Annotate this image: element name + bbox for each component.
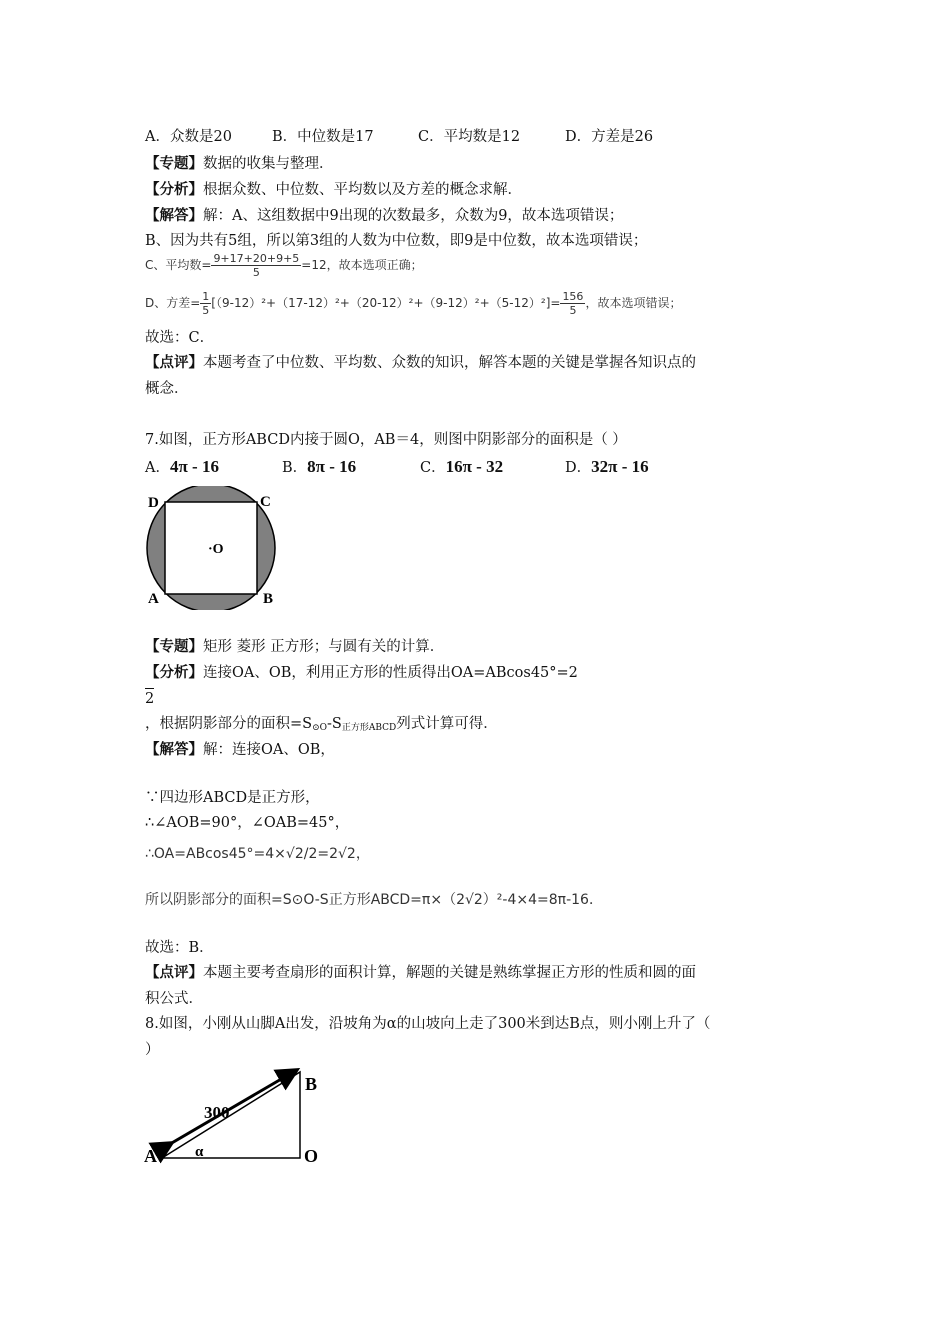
q8-question-cont: ） [145, 1042, 160, 1058]
q6-dianping-cont: 概念． [145, 381, 189, 397]
label-c: C [260, 494, 271, 510]
q8-question: 8.如图，小刚从山脚A出发，沿坡角为α的山坡向上走了300米到达B点，则小刚上升了（ [145, 1016, 711, 1032]
label-b: B [263, 591, 274, 607]
q6-option-d: D．方差是26 [565, 129, 654, 145]
q7-line4: 所以阴影部分的面积=S⊙O-S正方形ABCD=π×（2√2）²-4×4=8π-16． [145, 892, 603, 908]
q7-option-d: D．32π - 16 [565, 457, 649, 476]
q7-option-b: B．8π - 16 [282, 457, 357, 476]
q8-figure [140, 1064, 340, 1168]
q6-jieda: 【解答】解：A、这组数据中9出现的次数最多，众数为9，故本选项错误； [145, 207, 624, 224]
q6-option-c: C．平均数是12 [418, 129, 521, 145]
q6-option-b: B．中位数是17 [272, 129, 374, 145]
q6-dianping: 【点评】本题考查了中位数、平均数、众数的知识，解答本题的关键是掌握各知识点的 [145, 354, 696, 371]
q7-figure [140, 486, 290, 610]
label-a: A [144, 1146, 157, 1166]
q7-answer: 故选：B． [145, 940, 214, 956]
q6-line-b: B、因为共有5组，所以第3组的人数为中位数，即9是中位数，故本选项错误； [145, 233, 648, 249]
q7-line2: ∴∠AOB=90°，∠OAB=45°， [145, 815, 350, 831]
label-d: D [148, 495, 159, 511]
label-a: A [148, 591, 159, 607]
slope-triangle [162, 1072, 300, 1158]
q7-line1: ∵四边形ABCD是正方形， [145, 790, 320, 806]
q7-jieda: 【解答】解：连接OA、OB， [145, 741, 335, 758]
q7-question: 7.如图，正方形ABCD内接于圆O，AB＝4，则图中阴影部分的面积是（ ） [145, 432, 627, 448]
q7-fenxi-sqrt: 2 [145, 688, 154, 709]
label-alpha: α [195, 1144, 204, 1160]
q6-answer: 故选：C． [145, 330, 215, 346]
q6-line-c: C、平均数= $\frac{9+17+20+9+5}{5}$ =12，故本选项正确； [145, 252, 423, 279]
q6-line-d: D、方差= $\frac{1}{5}$ [（9-12）²+（17-12）²+（20-12）²+（9-12）²+（5-12）²]= $\frac{156}{5}$ ，故本选项错误； [145, 290, 682, 317]
q7-dianping: 【点评】本题主要考查扇形的面积计算，解题的关键是熟练掌握正方形的性质和圆的面 [145, 964, 696, 981]
q7-option-c: C．16π - 32 [420, 457, 504, 476]
q6-fenxi: 【分析】根据众数、中位数、平均数以及方差的概念求解． [145, 181, 522, 198]
label-b: B [305, 1074, 318, 1094]
q7-option-a: A．4π - 16 [145, 457, 219, 476]
q7-line3: ∴OA=ABcos45°=4×√2/2=2√2， [145, 846, 370, 862]
q7-dianping-cont: 积公式． [145, 991, 203, 1007]
q6-option-a: A．众数是20 [145, 129, 232, 145]
q7-zhuanti: 【专题】矩形 菱形 正方形；与圆有关的计算． [145, 638, 445, 655]
q7-fenxi-formula: ，根据阴影部分的面积$=S_{⊙O}-S_{正方形ABCD}$列式计算可得． [145, 716, 498, 733]
q6-zhuanti: 【专题】数据的收集与整理． [145, 155, 334, 172]
label-300: 300 [204, 1103, 230, 1122]
label-o: O [304, 1146, 319, 1166]
label-o: ·O [208, 542, 224, 557]
q7-fenxi: 【分析】连接OA、OB，利用正方形的性质得出OA=ABcos45°=2 [145, 664, 578, 681]
